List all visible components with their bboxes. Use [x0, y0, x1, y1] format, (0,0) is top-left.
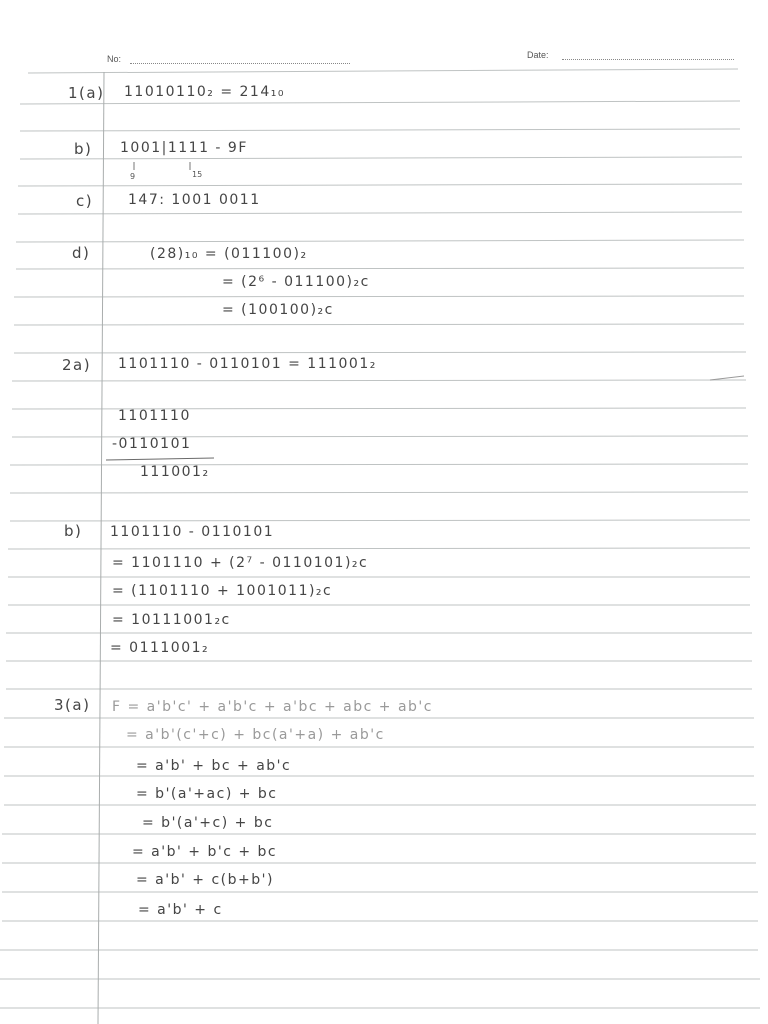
- q2a-minuend: 1101110: [118, 408, 191, 424]
- q1c-label: c): [76, 192, 94, 210]
- q2b-label: b): [64, 522, 83, 540]
- q1a-label: 1(a): [68, 84, 105, 102]
- q3a-label: 3(a): [54, 696, 91, 714]
- date-line: [562, 59, 734, 60]
- q1b-note-left: 9: [130, 172, 136, 181]
- q3a-line-2: = a'b'(c'+c) + bc(a'+a) + ab'c: [126, 727, 385, 743]
- q3a-line-8: = a'b' + c: [138, 902, 223, 918]
- q3a-line-1: F = a'b'c' + a'b'c + a'bc + abc + ab'c: [112, 699, 433, 715]
- q1d-line-1: (28)₁₀ = (011100)₂: [150, 246, 308, 262]
- q2a-result: 111001₂: [140, 464, 210, 480]
- date-label: Date:: [527, 50, 549, 60]
- no-label: No:: [107, 54, 122, 64]
- q1d-line-3: = (100100)₂c: [222, 302, 334, 318]
- q1c-answer: 147: 1001 0011: [128, 192, 261, 208]
- q1b-answer: 1001|1111 - 9F: [120, 140, 248, 156]
- q2b-line-1: 1101110 - 0110101: [110, 524, 275, 540]
- q3a-line-3: = a'b' + bc + ab'c: [136, 758, 292, 774]
- q2b-line-5: = 0111001₂: [110, 640, 210, 656]
- q2b-line-3: = (1101110 + 1001011)₂c: [112, 583, 333, 599]
- no-line: [130, 63, 350, 64]
- q3a-line-6: = a'b' + b'c + bc: [132, 844, 278, 860]
- q1d-line-2: = (2⁶ - 011100)₂c: [222, 274, 370, 290]
- q1b-label: b): [74, 140, 93, 158]
- q3a-line-7: = a'b' + c(b+b'): [136, 872, 274, 888]
- q1a-answer: 11010110₂ = 214₁₀: [124, 84, 285, 100]
- q2a-label: 2a): [62, 356, 92, 374]
- q3a-line-4: = b'(a'+ac) + bc: [136, 786, 278, 802]
- q3a-line-5: = b'(a'+c) + bc: [142, 815, 274, 831]
- q2a-subtrahend: -0110101: [112, 436, 192, 452]
- q2b-line-4: = 10111001₂c: [112, 612, 231, 628]
- q1b-note-right: 15: [192, 170, 203, 179]
- q2b-line-2: = 1101110 + (2⁷ - 0110101)₂c: [112, 555, 369, 571]
- q1d-label: d): [72, 244, 91, 262]
- q2a-answer: 1101110 - 0110101 = 111001₂: [118, 356, 377, 372]
